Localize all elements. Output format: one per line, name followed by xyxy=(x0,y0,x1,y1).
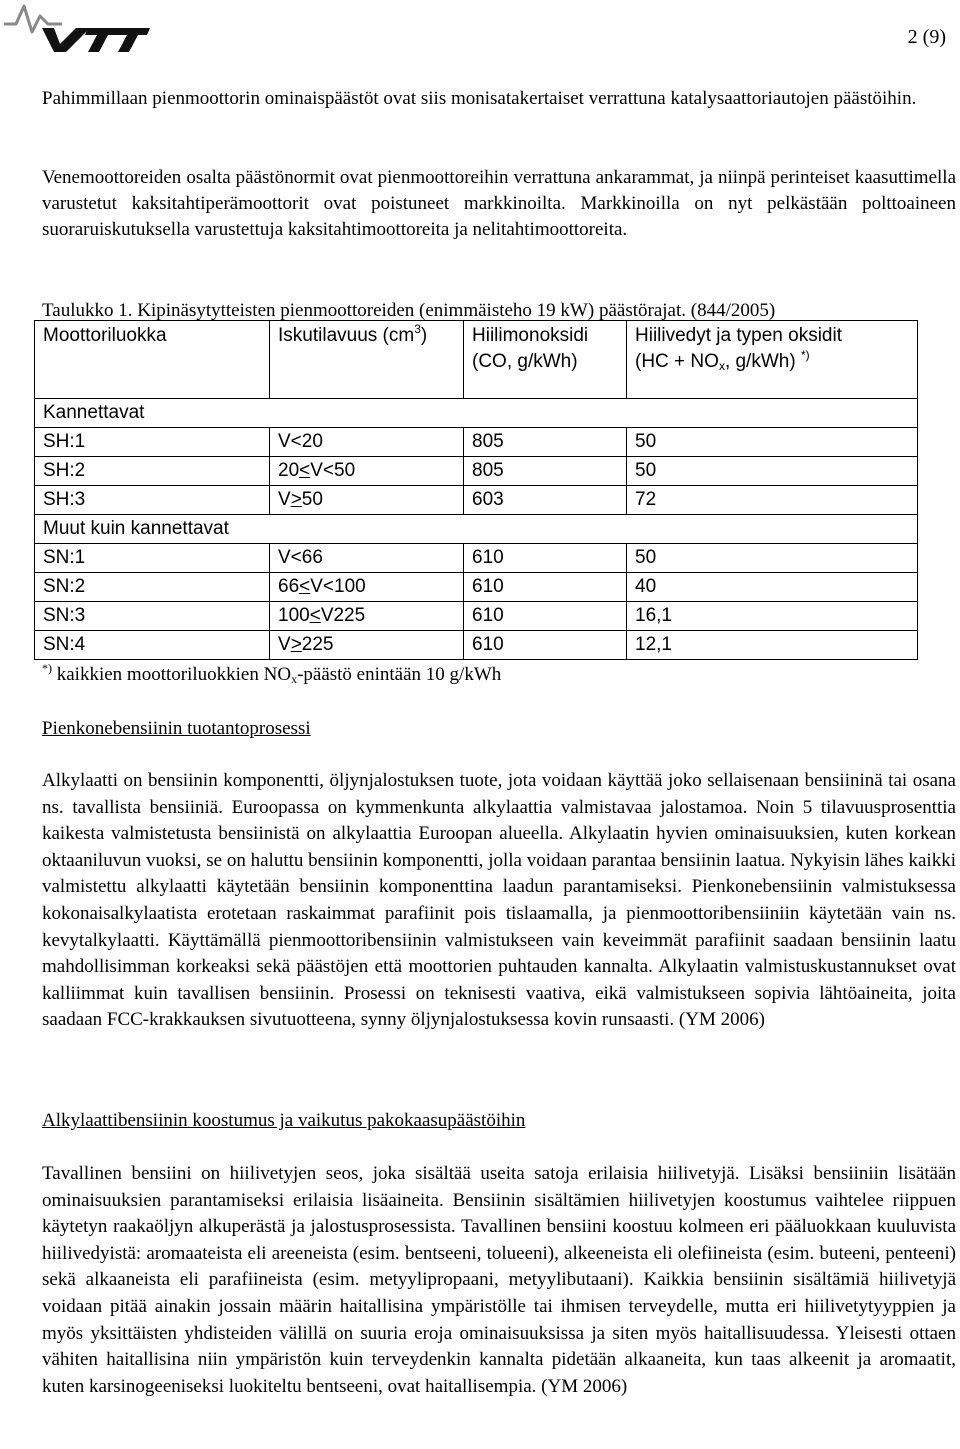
table-row xyxy=(35,486,918,515)
header-displacement: Iskutilavuus $(cm^3)$ xyxy=(270,321,464,399)
displacement-cell: V>225 xyxy=(270,631,464,660)
table-row xyxy=(35,631,918,660)
co-cell: 805 xyxy=(464,428,627,457)
paragraph-boat-engines: Venemoottoreiden osalta päästönormit ovat pienmoottoreihin verrattuna ankarammat, ja niinpä perinteiset kaasuttimella varustetut kaksitahtiperämoottorit ovat poistuneet markkinoilta. Markkinoilla on nyt pelkästään polttoaineen suoraruiskutuksella varustettuja kaksitahtimoottoreita ja nelitahtimoottoreita. xyxy=(42,167,956,240)
hc-nox-cell: 12,1 xyxy=(627,631,918,660)
header-engine-class: Moottoriluokka xyxy=(35,321,270,399)
engine-class-cell: SH:1 xyxy=(35,428,270,457)
table-row xyxy=(35,457,918,486)
hc-nox-cell: 50 xyxy=(627,428,918,457)
table-group-row xyxy=(35,515,918,544)
engine-class-cell: SN:1 xyxy=(35,544,270,573)
hc-nox-cell: 72 xyxy=(627,486,918,515)
header-hc-nox: Hiilivedyt ja typen oksidit ($HC + NO_x$, g/kWh) *) xyxy=(627,321,918,399)
table-rows-portable xyxy=(35,428,918,515)
displacement-cell: 20<V<50 xyxy=(270,457,464,486)
hc-nox-cell: 16,1 xyxy=(627,602,918,631)
section-heading-production: Pienkonebensiinin tuotantoprosessi xyxy=(42,718,311,739)
engine-class-cell: SN:3 xyxy=(35,602,270,631)
table-caption: Taulukko 1. Kipinäsytytteisten pienmoottoreiden (enimmäisteho 19 kW) päästörajat. (844/2005) xyxy=(42,300,776,321)
table-header-row xyxy=(35,321,918,399)
engine-class-cell: SH:3 xyxy=(35,486,270,515)
page-number: 2 (9) xyxy=(907,26,946,48)
engine-class-cell: SN:4 xyxy=(35,631,270,660)
displacement-cell: V<66 xyxy=(270,544,464,573)
group-label: Muut kuin kannettavat xyxy=(35,515,918,544)
co-cell: 805 xyxy=(464,457,627,486)
vtt-logo xyxy=(2,2,152,52)
displacement-cell: 100<V225 xyxy=(270,602,464,631)
hc-nox-cell: 50 xyxy=(627,457,918,486)
displacement-cell: 66<V<100 xyxy=(270,573,464,602)
table-row xyxy=(35,544,918,573)
displacement-cell: V<20 xyxy=(270,428,464,457)
section-heading-composition: Alkylaattibensiinin koostumus ja vaikutus pakokaasupäästöihin xyxy=(42,1110,526,1131)
co-cell: 610 xyxy=(464,573,627,602)
table-row xyxy=(35,573,918,602)
co-cell: 610 xyxy=(464,602,627,631)
displacement-cell: V>50 xyxy=(270,486,464,515)
paragraph-intro: Pahimmillaan pienmoottorin ominaispäästöt ovat siis monisatakertaiset verrattuna katalysaattoriautojen päästöihin. xyxy=(42,88,917,109)
engine-class-cell: SN:2 xyxy=(35,573,270,602)
co-cell: 610 xyxy=(464,631,627,660)
hc-nox-cell: 40 xyxy=(627,573,918,602)
table-group-row xyxy=(35,399,918,428)
paragraph-gasoline-composition: Tavallinen bensiini on hiilivetyjen seos, joka sisältää useita satoja erilaisia hiilivetyjä. Lisäksi bensiiniin lisätään ominaisuuksien parantamiseksi erilaisia lisäaineita. Bensiinin sisältämien hiilivetyjen koostumus vaihtelee riippuen käytetyn raakaöljyn alkuperästä ja jalostusprosessista. Tavallinen bensiini koostuu kolmeen eri pääluokkaan kuuluvista hiilivedyistä: aromaateista eli areeneista (esim. bentseeni, tolueeni), alkeeneista eli olefiineista (esim. buteeni, penteeni) sekä alkaaneista eli parafiineista (esim. metyylipropaani, metyylibutaani). Kaikkia bensiinin sisältämiä hiilivetyjä voidaan pitää ainakin jossain määrin haitallisina ympäristölle tai ihmisen terveydelle, mutta eri hiilivetytyyppien ja myös yksittäisten yhdisteiden välillä on suuria eroja ominaisuuksissa ja siten myös haitallisuudessa. Yleisesti ottaen vähiten haitallisina niin ympäristön kuin terveydenkin kannalta pidetään alkaaneita, kun taas alkeenit ja aromaatit, kuten karsinogeeniseksi luokiteltu bentseeni, ovat haitallisempia. (YM 2006) xyxy=(42,1163,956,1397)
co-cell: 603 xyxy=(464,486,627,515)
co-cell: 610 xyxy=(464,544,627,573)
hc-nox-cell: 50 xyxy=(627,544,918,573)
header-co: Hiilimonoksidi (CO, g/kWh) xyxy=(464,321,627,399)
table-footnote: *) kaikkien moottoriluokkien $NO_x$-päästö enintään 10 g/kWh xyxy=(42,661,502,686)
emission-limits-table xyxy=(34,320,918,660)
table-row xyxy=(35,428,918,457)
group-label: Kannettavat xyxy=(35,399,918,428)
table-rows-non-portable xyxy=(35,544,918,660)
paragraph-alkylate: Alkylaatti on bensiinin komponentti, öljynjalostuksen tuote, jota voidaan käyttää joko sellaisenaan bensiininä tai osana ns. tavallista bensiiniä. Euroopassa on kymmenkunta alkylaattia valmistavaa jalostamoa. Noin 5 tilavuusprosenttia kaikesta valmistetusta bensiinistä on alkylaattia Euroopan alueella. Alkylaatin hyvien ominaisuuksien, kuten korkean oktaaniluvun vuoksi, se on haluttu bensiinin komponentti, jolla voidaan parantaa bensiinin laatua. Nykyisin lähes kaikki valmistettu alkylaatti käytetään bensiinin komponenttina laadun parantamiseksi. Pienkonebensiinin valmistuksessa kokonaisalkylaatista erotetaan raskaimmat parafiinit pois tislaamalla, ja pienmoottoribensiiniin käytetään vain ns. kevytalkylaatti. Käyttämällä pienmoottoribensiinin valmistukseen vain keveimmät parafiinit saadaan bensiinin laatu mahdollisimman korkeaksi sekä päästöjen että moottorien puhtauden kannalta. Alkylaatin valmistuskustannukset ovat kalliimmat kuin tavallisen bensiinin. Prosessi on teknisesti vaativa, eikä valmistukseen sopivia lähtöaineita, joita saadaan FCC-krakkauksen sivutuotteena, synny öljynjalostuksessa kovin runsaasti. (YM 2006) xyxy=(42,770,956,1031)
table-row xyxy=(35,602,918,631)
engine-class-cell: SH:2 xyxy=(35,457,270,486)
